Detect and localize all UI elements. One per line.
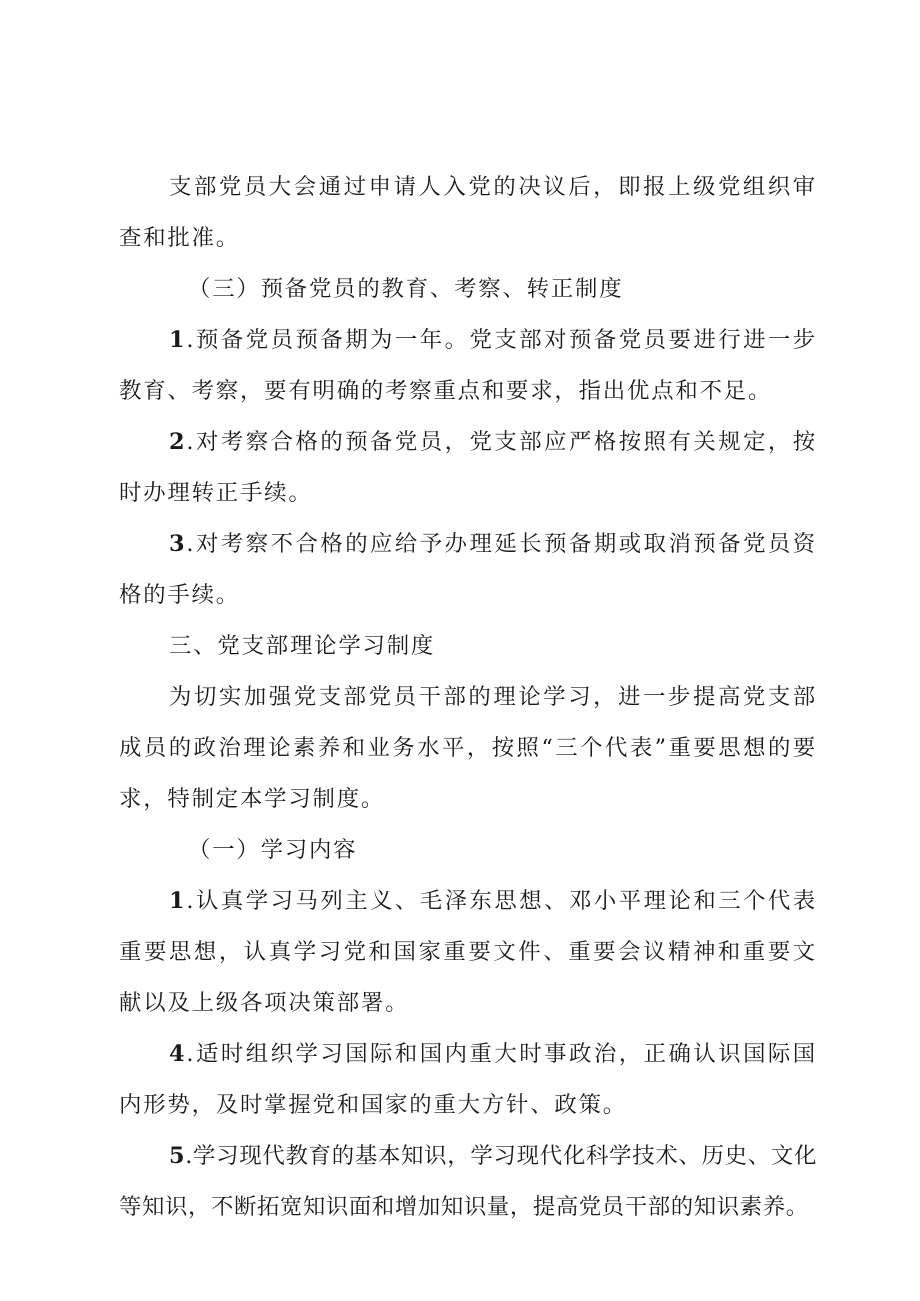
section-heading-text: 三、党支部理论学习制度	[169, 633, 436, 659]
paragraph-study-purpose	[119, 672, 817, 825]
list-item-qualified-members	[119, 417, 817, 519]
subheading-text: （三）预备党员的教育、考察、转正制度	[188, 276, 624, 302]
list-item-unqualified-members	[119, 519, 817, 621]
list-item-text: .对考察不合格的应给予办理延长预备期或取消预备党员资格的手续。	[119, 531, 817, 608]
paragraph-text: 为切实加强党支部党员干部的理论学习，进一步提高党支部成员的政治理论素养和业务水平，按照“三个代表”重要思想的要求，特制定本学习制度。	[119, 684, 817, 812]
list-item-number: 1	[169, 888, 187, 914]
subheading-probationary-system	[119, 264, 817, 315]
list-item-number: 1	[169, 327, 187, 353]
list-item-number: 4	[169, 1041, 187, 1067]
list-item-study-theory	[119, 876, 817, 1029]
list-item-text: .预备党员预备期为一年。党支部对预备党员要进行进一步教育、考察，要有明确的考察重点和要求，指出优点和不足。	[119, 327, 817, 404]
paragraph-approval	[119, 162, 817, 264]
list-item-text: .学习现代教育的基本知识，学习现代化科学技术、历史、文化等知识，不断拓宽知识面和增加知识量，提高党员干部的知识素养。	[119, 1143, 817, 1220]
subheading-text: （一）学习内容	[188, 837, 358, 863]
list-item-number: 2	[169, 429, 187, 455]
list-item-text: .适时组织学习国际和国内重大时事政治，正确认识国际国内形势，及时掌握党和国家的重大方针、政策。	[119, 1041, 817, 1118]
paragraph-text: 支部党员大会通过申请人入党的决议后，即报上级党组织审查和批准。	[119, 174, 817, 251]
subheading-study-content	[119, 825, 817, 876]
list-item-probation-period	[119, 315, 817, 417]
document-body	[119, 162, 817, 1233]
section-heading-theory-study	[119, 621, 817, 672]
list-item-current-affairs	[119, 1029, 817, 1131]
list-item-number: 3	[169, 531, 187, 557]
list-item-modern-knowledge	[119, 1131, 817, 1233]
list-item-number: 5	[169, 1143, 186, 1169]
list-item-text: .认真学习马列主义、毛泽东思想、邓小平理论和三个代表重要思想，认真学习党和国家重要文件、重要会议精神和重要文献以及上级各项决策部署。	[119, 888, 817, 1016]
list-item-text: .对考察合格的预备党员，党支部应严格按照有关规定，按时办理转正手续。	[119, 429, 817, 506]
